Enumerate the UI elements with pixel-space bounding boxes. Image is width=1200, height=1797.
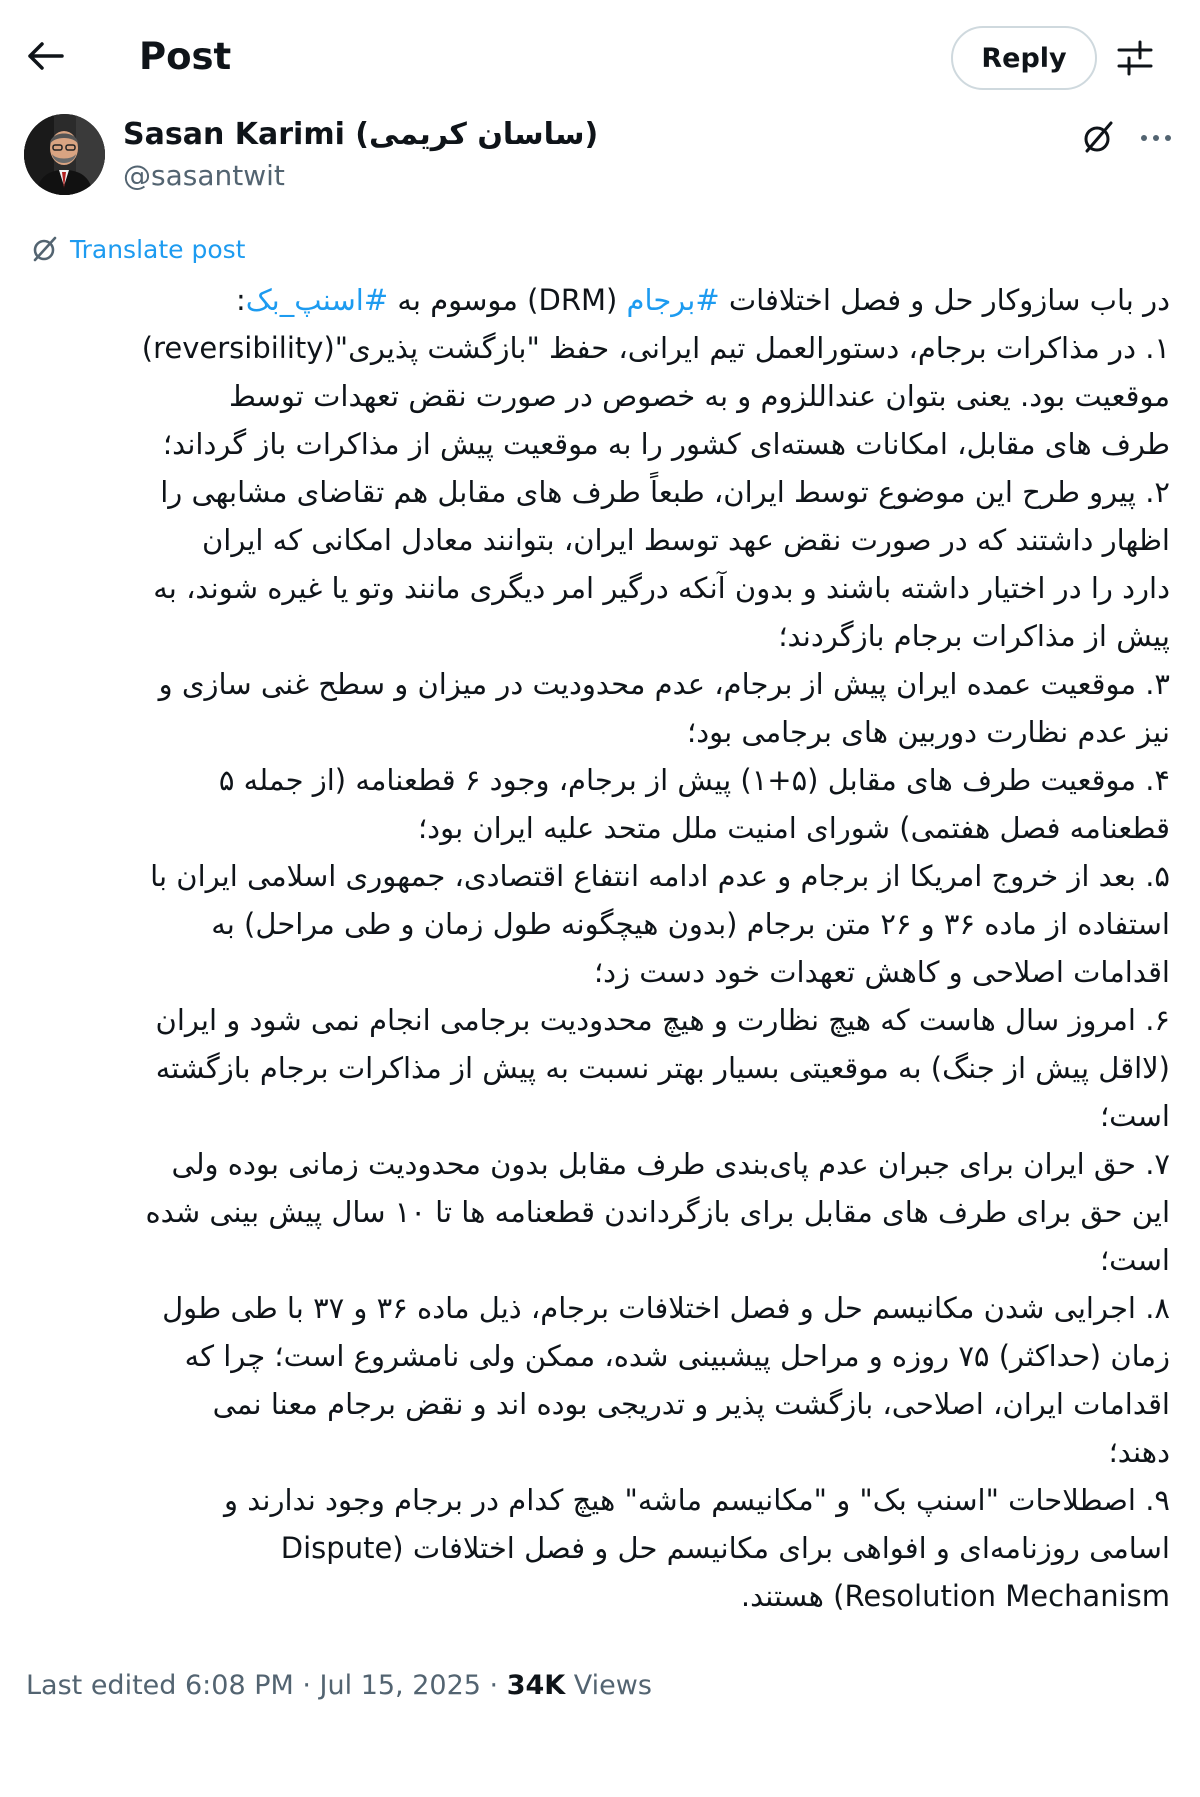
post-line: اسامی روزنامه‌ای و افواهی برای مکانیسم حل و فصل اختلافات (Dispute [280, 1531, 1170, 1565]
post-intro-text: (DRM) موسوم به [388, 283, 627, 317]
post-intro-text: : [235, 283, 246, 317]
post-line: این حق برای طرف های مقابل برای بازگرداندن قطعنامه ها تا ۱۰ سال پیش بینی شده [145, 1195, 1170, 1229]
grok-icon[interactable] [1078, 118, 1118, 158]
post-line: است؛ [1099, 1243, 1170, 1277]
translate-post-link[interactable] [28, 232, 245, 266]
post-line: دهند؛ [1108, 1435, 1170, 1469]
author-name[interactable]: Sasan Karimi (ساسان کریمی) [123, 117, 599, 152]
more-icon[interactable] [1134, 118, 1178, 158]
post-line: اظهار داشتند که در صورت نقض عهد توسط ایران، بتوانند معادل امکانی که ایران [201, 523, 1170, 557]
post-line: ۸. اجرایی شدن مکانیسم حل و فصل اختلافات برجام، ذیل ماده ۳۶ و ۳۷ با طی طول [162, 1291, 1170, 1325]
back-arrow-icon[interactable] [24, 34, 68, 78]
post-line: دارد را در اختیار داشته باشند و بدون آنکه درگیر امر دیگری مانند وتو یا غیره شوند، به [153, 571, 1170, 605]
last-edited-timestamp[interactable]: Last edited 6:08 PM · Jul 15, 2025 · [26, 1670, 507, 1701]
post-line: ۶. امروز سال هاست که هیچ نظارت و هیچ محدودیت برجامی انجام نمی شود و ایران [155, 1003, 1170, 1037]
post-line: ۱. در مذاکرات برجام، دستورالعمل تیم ایرانی، حفظ "بازگشت پذیری"(reversibility) [141, 331, 1170, 365]
author-row [24, 114, 1176, 204]
views-label: Views [565, 1670, 652, 1701]
post-line: استفاده از ماده ۳۶ و ۲۶ متن برجام (بدون هیچگونه طول زمان و طی مراحل) به [211, 907, 1170, 941]
hashtag-barjam-link[interactable]: #برجام [626, 283, 720, 317]
views-count: 34K [506, 1670, 566, 1701]
post-line: ۴. موقعیت طرف های مقابل (۵+۱) پیش از برجام، وجود ۶ قطعنامه (از جمله ۵ [218, 763, 1170, 797]
post-line: ۷. حق ایران برای جبران عدم پای‌بندی طرف مقابل بدون محدودیت زمانی بوده ولی [171, 1147, 1170, 1181]
top-bar [0, 0, 1200, 115]
post-meta [26, 1668, 652, 1704]
post-line: پیش از مذاکرات برجام بازگردند؛ [778, 619, 1170, 653]
post-line: موقعیت بود. یعنی بتوان عنداللزوم و به خصوص در صورت نقض تعهدات توسط [229, 379, 1170, 413]
reply-button[interactable]: Reply [951, 26, 1097, 90]
adjust-icon[interactable] [1113, 36, 1157, 80]
post-line: قطعنامه فصل هفتمی) شورای امنیت ملل متحد علیه ایران بود؛ [417, 811, 1170, 845]
post-text [28, 276, 1170, 1620]
post-line: نیز عدم نظارت دوربین های برجامی بود؛ [687, 715, 1170, 749]
post-line: ۲. پیرو طرح این موضوع توسط ایران، طبعاً طرف های مقابل هم تقاضای مشابهی را [160, 475, 1170, 509]
post-line: Resolution Mechanism) هستند. [740, 1579, 1170, 1613]
post-line: ۵. بعد از خروج امریکا از برجام و عدم ادامه انتفاع اقتصادی، جمهوری اسلامی ایران با [150, 859, 1170, 893]
post-line: (لااقل پیش از جنگ) به موقعیتی بسیار بهتر نسبت به پیش از مذاکرات برجام بازگشته [155, 1051, 1170, 1085]
avatar[interactable] [24, 114, 105, 195]
post-line: زمان (حداکثر) ۷۵ روزه و مراحل پیشبینی شده، ممکن ولی نامشروع است؛ چرا که [184, 1339, 1170, 1373]
post-line: اقدامات ایران، اصلاحی، بازگشت پذیر و تدریجی بوده اند و نقض برجام معنا نمی [212, 1387, 1170, 1421]
page-title: Post [139, 35, 232, 78]
post-intro-line [28, 276, 1170, 324]
translate-post-label: Translate post [70, 234, 246, 264]
post-line: طرف های مقابل، امکانات هسته‌ای کشور را به موقعیت پیش از مذاکرات باز گرداند؛ [162, 427, 1170, 461]
post-line: ۳. موقعیت عمده ایران پیش از برجام، عدم محدودیت در میزان و سطح غنی سازی و [158, 667, 1170, 701]
post-intro-text: در باب سازوکار حل و فصل اختلافات [719, 283, 1170, 317]
post-line: ۹. اصطلاحات "اسنپ بک" و "مکانیسم ماشه" هیچ کدام در برجام وجود ندارند و [223, 1483, 1170, 1517]
post-line: است؛ [1099, 1099, 1170, 1133]
translate-icon [28, 232, 62, 266]
hashtag-snapback-link[interactable]: #اسنپ_بک [245, 283, 389, 317]
post-line: اقدامات اصلاحی و کاهش تعهدات خود دست زد؛ [593, 955, 1170, 989]
author-handle[interactable]: @sasantwit [123, 159, 285, 192]
